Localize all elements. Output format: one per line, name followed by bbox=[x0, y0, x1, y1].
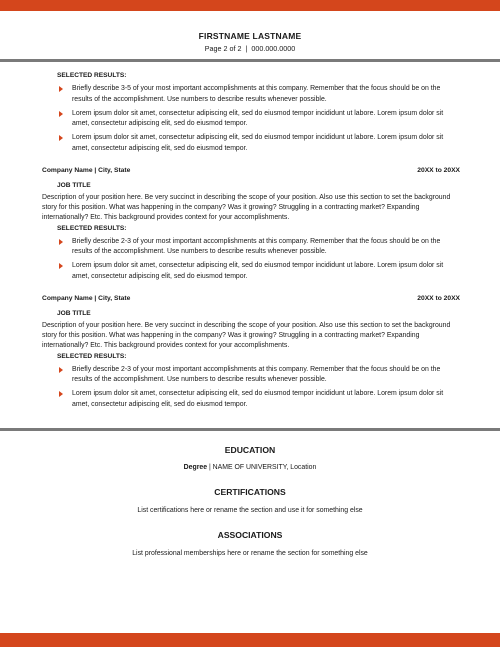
results-list bbox=[42, 237, 460, 282]
selected-results-label: SELECTED RESULTS: bbox=[57, 72, 127, 79]
list-item: Briefly describe 2-3 of your most important accomplishments at this company. Remember that the focus should be on the results of the accomplishment. Use numbers to describe results whenever possible. bbox=[42, 237, 460, 258]
education-heading: EDUCATION bbox=[224, 445, 276, 455]
list-item: Briefly describe 2-3 of your most important accomplishments at this company. Remember that the focus should be on the results of the accomplishment. Use numbers to describe results whenever possible. bbox=[42, 365, 460, 386]
first-results-block bbox=[42, 70, 460, 158]
company-line bbox=[42, 166, 460, 176]
candidate-name: FIRSTNAME LASTNAME bbox=[198, 31, 302, 41]
selected-results-label: SELECTED RESULTS: bbox=[57, 353, 127, 361]
certifications-section bbox=[0, 487, 500, 514]
list-item: Lorem ipsum dolor sit amet, consectetur adipiscing elit, sed do eiusmod tempor incididunt ut labore. Lorem ipsum dolor sit amet, consectetur adipiscing elit, sed do eiusmod tempor. bbox=[42, 109, 460, 130]
education-section bbox=[0, 445, 500, 471]
job-description: Description of your position here. Be very succinct in describing the scope of your position. Also use this section to set the background story for this position. What was happening in the company? Was it growing? Struggling in a contracting market? Expanding internationally? Etc. This background provides context for your accomplishments. bbox=[42, 193, 451, 222]
arrow-bullet-icon bbox=[59, 263, 63, 269]
arrow-bullet-icon bbox=[59, 86, 63, 92]
bottom-accent-bar bbox=[0, 633, 500, 647]
list-item: Lorem ipsum dolor sit amet, consectetur adipiscing elit, sed do eiusmod tempor incididunt ut labore. Lorem ipsum dolor sit amet, consectetur adipiscing elit, sed do eiusmod tempor. bbox=[42, 261, 460, 282]
resume-header bbox=[0, 31, 500, 53]
arrow-bullet-icon bbox=[59, 391, 63, 397]
list-item: Briefly describe 3-5 of your most important accomplishments at this company. Remember that the focus should be on the results of the accomplishment. Use numbers to describe results whenever possible. bbox=[42, 84, 460, 105]
list-item: Lorem ipsum dolor sit amet, consectetur adipiscing elit, sed do eiusmod tempor incididunt ut labore. Lorem ipsum dolor sit amet, consectetur adipiscing elit, sed do eiusmod tempor. bbox=[42, 389, 460, 410]
header-divider bbox=[0, 59, 500, 62]
job-dates: 20XX to 20XX bbox=[417, 167, 460, 174]
results-list bbox=[42, 365, 460, 410]
associations-text: List professional memberships here or rename the section for something else bbox=[132, 550, 368, 557]
arrow-bullet-icon bbox=[59, 111, 63, 117]
top-accent-bar bbox=[0, 0, 500, 11]
certifications-heading: CERTIFICATIONS bbox=[214, 487, 286, 497]
selected-results-label: SELECTED RESULTS: bbox=[57, 225, 127, 233]
company-name: Company Name | City, State bbox=[42, 167, 131, 174]
job-entry bbox=[42, 294, 460, 414]
page-and-phone: Page 2 of 2 | 000.000.0000 bbox=[204, 44, 296, 53]
university-text: | NAME OF UNIVERSITY, Location bbox=[207, 464, 317, 471]
arrow-bullet-icon bbox=[59, 367, 63, 373]
arrow-bullet-icon bbox=[59, 135, 63, 141]
job-description: Description of your position here. Be very succinct in describing the scope of your position. Also use this section to set the background story for this position. What was happening in the company? Was it growing? Struggling in a contracting market? Expanding internationally? Etc. This background provides context for your accomplishments. bbox=[42, 321, 451, 350]
degree-label: Degree bbox=[183, 464, 208, 471]
company-line bbox=[42, 294, 460, 304]
job-title: JOB TITLE bbox=[57, 310, 91, 318]
associations-heading: ASSOCIATIONS bbox=[217, 530, 283, 540]
list-item: Lorem ipsum dolor sit amet, consectetur adipiscing elit, sed do eiusmod tempor incididunt ut labore. Lorem ipsum dolor sit amet, consectetur adipiscing elit, sed do eiusmod tempor. bbox=[42, 133, 460, 154]
arrow-bullet-icon bbox=[59, 239, 63, 245]
job-dates: 20XX to 20XX bbox=[417, 295, 460, 302]
company-name: Company Name | City, State bbox=[42, 295, 131, 302]
section-divider bbox=[0, 428, 500, 431]
job-title: JOB TITLE bbox=[57, 182, 91, 190]
results-list bbox=[42, 84, 460, 154]
job-entry bbox=[42, 166, 460, 286]
certifications-text: List certifications here or rename the section and use it for something else bbox=[137, 507, 363, 514]
associations-section bbox=[0, 530, 500, 557]
degree-line bbox=[0, 464, 500, 471]
